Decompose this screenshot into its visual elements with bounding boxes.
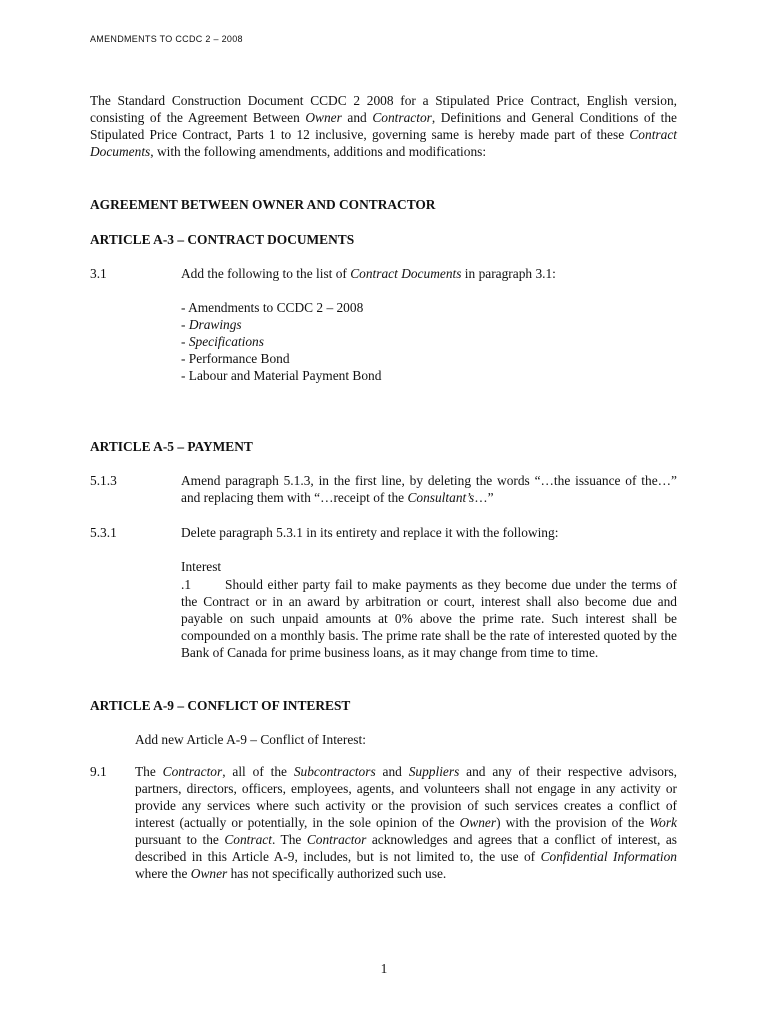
clause-5-1-3-number: 5.1.3 — [90, 473, 117, 488]
clause-9-1-t3: and — [375, 764, 409, 779]
list-item: - Labour and Material Payment Bond — [181, 368, 382, 383]
term-suppliers: Suppliers — [408, 764, 460, 779]
clause-9-1-t4: and any of their respective advisors, partners, directors, officers, employees, agents, and volunteers shall not engage in any activity or provide any services where such activity or the provision of such services creates a conflict of interest (actually or potentially, in the sole opinion of the — [135, 764, 677, 830]
article-a9-heading: ARTICLE A-9 – CONFLICT OF INTEREST — [90, 698, 351, 713]
intro-text-3: , with the following amendments, additions and modifications: — [150, 144, 487, 159]
clause-5-3-1-text: Delete paragraph 5.3.1 in its entirety and replace it with the following: — [181, 525, 559, 540]
clause-9-1-t8: acknowledges and agrees that a conflict of interest, as described in this Article A-9, includes, but is not limited to, the use of — [135, 832, 677, 864]
clause-5-3-1-number: 5.3.1 — [90, 525, 117, 540]
term-contractor: Contractor — [162, 764, 223, 779]
clause-3-1-text — [181, 265, 677, 282]
clause-9-1-t7: . The — [271, 832, 307, 847]
article-a5-heading: ARTICLE A-5 – PAYMENT — [90, 439, 253, 454]
agreement-heading: AGREEMENT BETWEEN OWNER AND CONTRACTOR — [90, 197, 436, 212]
term-contract: Contract — [224, 832, 272, 847]
clause-3-1-number: 3.1 — [90, 266, 107, 281]
clause-5-1-3-italic: Consultant’s — [407, 490, 475, 505]
clause-3-1-italic: Contract Documents — [350, 266, 462, 281]
article-a9-intro: Add new Article A-9 – Conflict of Interest: — [135, 732, 366, 747]
interest-paragraph — [181, 576, 677, 661]
clause-9-1-t6: pursuant to the — [135, 832, 225, 847]
clause-9-1-t10: has not specifically authorized such use. — [227, 866, 447, 881]
clause-9-1-t1: The — [135, 764, 163, 779]
clause-3-1-text-a: Add the following to the list of — [181, 266, 351, 281]
intro-contract-documents: Contract Documents — [90, 127, 677, 159]
intro-contractor: Contractor — [372, 110, 432, 125]
clause-3-1-text-b: in paragraph 3.1: — [461, 266, 556, 281]
list-item-italic: Drawings — [188, 317, 242, 332]
clause-9-1-number: 9.1 — [90, 764, 107, 779]
term-confidential-information: Confidential Information — [540, 849, 678, 864]
interest-text: Should either party fail to make payments as they become due under the terms of the Contract or in an award by arbitration or court, interest shall also become due and payable on such unpaid amounts at 0% above the prime rate. Such interest shall be compounded on a monthly basis. The prime rate shall be the rate of interested quoted by the Bank of Canada for prime business loans, as it may change from time to time. — [181, 577, 677, 660]
list-item — [181, 316, 677, 333]
intro-text-2: , Definitions and General Conditions of the Stipulated Price Contract, Parts 1 to 12 inclusive, governing same is hereby made part of these — [90, 110, 677, 142]
intro-and: and — [341, 110, 373, 125]
page-number: 1 — [380, 961, 388, 976]
term-subcontractors: Subcontractors — [293, 764, 376, 779]
list-item: - Performance Bond — [181, 351, 290, 366]
clause-5-1-3-text-b: …” — [474, 490, 494, 505]
intro-paragraph — [90, 92, 677, 160]
term-owner: Owner — [190, 866, 228, 881]
clause-5-1-3-text-a: Amend paragraph 5.1.3, in the first line, by deleting the words “…the issuance of the…” and replacing them with “…receipt of the — [181, 473, 677, 505]
clause-9-1-t5: ) with the provision of the — [496, 815, 650, 830]
clause-5-1-3-text — [181, 472, 677, 506]
intro-owner: Owner — [305, 110, 342, 125]
running-header: AMENDMENTS TO CCDC 2 – 2008 — [90, 34, 243, 44]
interest-heading: Interest — [181, 559, 222, 574]
list-item-prefix: - — [181, 317, 189, 332]
list-item: - Amendments to CCDC 2 – 2008 — [181, 300, 364, 315]
term-contractor: Contractor — [306, 832, 367, 847]
contract-documents-list — [181, 299, 677, 384]
term-work: Work — [649, 815, 677, 830]
list-item-prefix: - — [181, 334, 189, 349]
list-item — [181, 333, 677, 350]
term-owner: Owner — [459, 815, 497, 830]
article-a3-heading: ARTICLE A-3 – CONTRACT DOCUMENTS — [90, 232, 355, 247]
intro-text-1: The Standard Construction Document CCDC 2 2008 for a Stipulated Price Contract, English version, consisting of the Agreement Between — [90, 93, 677, 125]
clause-9-1-t2: , all of the — [222, 764, 294, 779]
clause-9-1-text — [135, 763, 677, 882]
clause-9-1-t9: where the — [135, 866, 191, 881]
list-item-italic: Specifications — [188, 334, 264, 349]
interest-number: .1 — [181, 577, 192, 592]
